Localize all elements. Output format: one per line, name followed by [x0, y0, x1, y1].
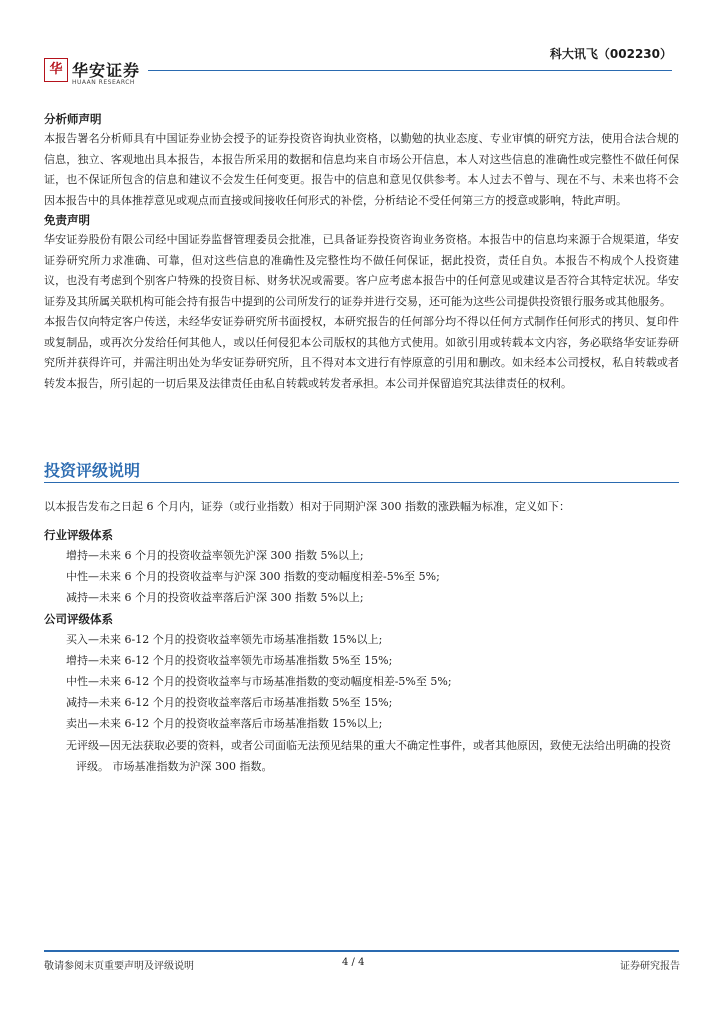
disclaimer-heading: 免责声明 [44, 213, 90, 227]
company-rating-item: 减持—未来 6-12 个月的投资收益率落后市场基准指数 5%至 15%; [66, 696, 393, 710]
no-rating-item: 无评级—因无法获取必要的资料，或者公司面临无法预见结果的重大不确定性事件，或者其他原因，致使无法给出明确的投资评级。 市场基准指数为沪深 300 指数。 [66, 738, 671, 773]
page-number: 4 / 4 [342, 957, 365, 968]
stock-title: 科大讯飞（002230） [549, 47, 672, 61]
company-rating-heading: 公司评级体系 [44, 611, 113, 626]
rating-section-title: 投资评级说明 [44, 461, 141, 480]
analyst-heading: 分析师声明 [44, 112, 102, 126]
analyst-text: 本报告署名分析师具有中国证券业协会授予的证券投资咨询执业资格，以勤勉的执业态度、专业审慎的研究方法，使用合法合规的信息，独立、客观地出具本报告，本报告所采用的数据和信息均来自市场公开信息，本人对这些信息的准确性或完整性不做任何保证，也不保证所包含的信息和建议不会发生任何变更。报告中的信息和意见仅供参考。本人过去不曾与、现在不与、未来也将不会因本报告中的具体推荐意见或观点而直接或间接收任何形式的补偿，分析结论不受任何第三方的授意或影响，特此声明。 [44, 132, 679, 207]
industry-rating-item: 减持—未来 6 个月的投资收益率落后沪深 300 指数 5%以上; [66, 591, 364, 605]
company-rating-item: 增持—未来 6-12 个月的投资收益率领先市场基准指数 5%至 15%; [66, 653, 393, 667]
rating-intro: 以本报告发布之日起 6 个月内，证券（或行业指数）相对于同期沪深 300 指数的涨跌幅为标准，定义如下： [44, 500, 570, 513]
company-rating-item: 卖出—未来 6-12 个月的投资收益率落后市场基准指数 15%以上; [66, 717, 383, 731]
disclaimer-paragraph-1: 华安证券股份有限公司经中国证券监督管理委员会批准，已具备证券投资咨询业务资格。本报告中的信息均来源于合规渠道，华安证券研究所力求准确、可靠，但对这些信息的准确性及完整性均不做任何保证，据此投资，责任自负。本报告不构成个人投资建议，也没有考虑到个别客户特殊的投资目标、财务状况或需要。客户应考虑本报告中的任何意见或建议是否符合其特定状况。华安证券及其所属关联机构可能会持有报告中提到的公司所发行的证券并进行交易，还可能为这些公司提供投资银行服务或其他服务。 [44, 233, 679, 308]
report-type: 证券研究报告 [620, 961, 680, 972]
section-divider [44, 482, 679, 483]
disclaimer-section [44, 110, 679, 394]
company-rating-item: 买入—未来 6-12 个月的投资收益率领先市场基准指数 15%以上; [66, 632, 383, 646]
rating-section [44, 497, 679, 777]
header-divider [148, 70, 672, 71]
industry-rating-item: 增持—未来 6 个月的投资收益率领先沪深 300 指数 5%以上; [66, 549, 364, 562]
page-header [0, 0, 724, 90]
footer-note: 敬请参阅末页重要声明及评级说明 [44, 961, 194, 972]
industry-rating-heading: 行业评级体系 [44, 528, 113, 542]
logo-name: 华安证券 [72, 61, 141, 80]
disclaimer-paragraph-2: 本报告仅向特定客户传送，未经华安证券研究所书面授权，本研究报告的任何部分均不得以任何方式制作任何形式的拷贝、复印件或复制品，或再次分发给任何其他人，或以任何侵犯本公司版权的其他方式使用。如欲引用或转载本文内容，务必联络华安证券研究所并获得许可，并需注明出处为华安证券研究所，且不得对本文进行有悖原意的引用和删改。如未经本公司授权，私自转载或者转发本报告，所引起的一切后果及法律责任由私自转载或转发者承担。本公司并保留追究其法律责任的权利。 [44, 315, 679, 390]
logo-english: HUAAN RESEARCH [72, 79, 135, 86]
company-rating-item: 中性—未来 6-12 个月的投资收益率与市场基准指数的变动幅度相差-5%至 5%; [66, 675, 452, 689]
footer-divider [44, 950, 679, 952]
logo-emblem: 华 [44, 58, 68, 82]
industry-rating-item: 中性—未来 6 个月的投资收益率与沪深 300 指数的变动幅度相差-5%至 5%; [66, 570, 440, 584]
